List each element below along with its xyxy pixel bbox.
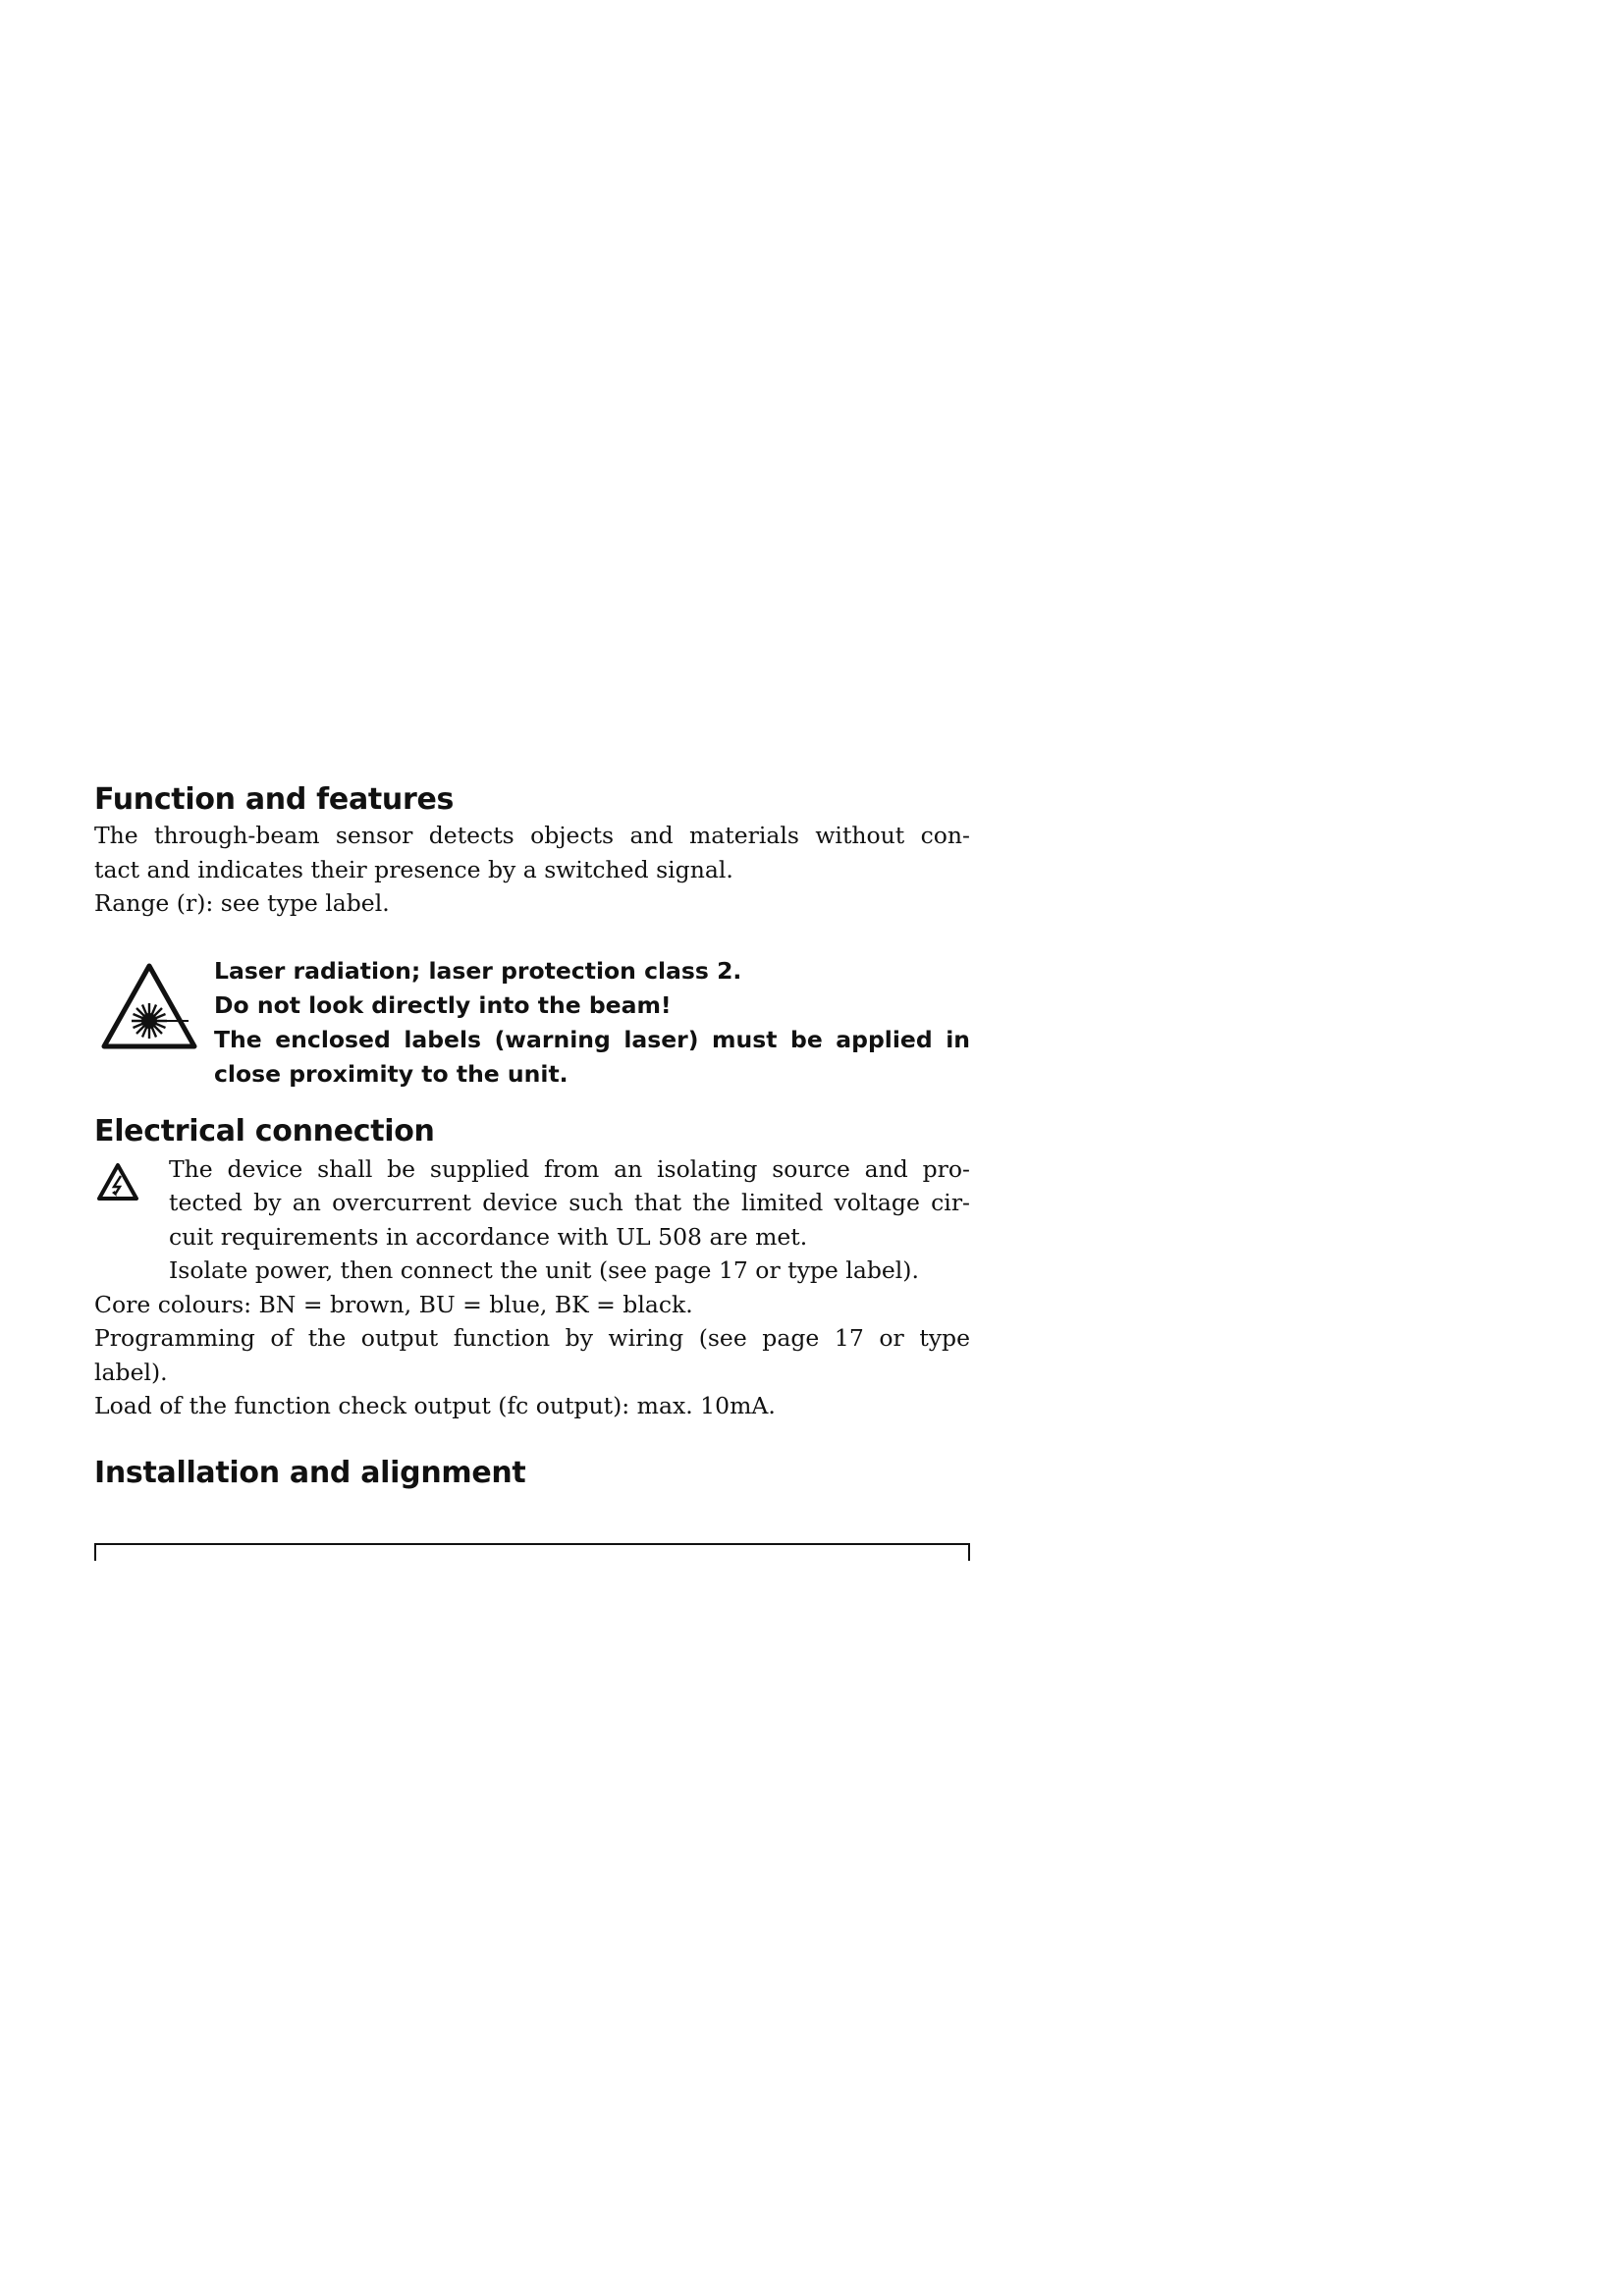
function-line-3: Range (r): see type label. (94, 889, 390, 917)
laser-line-4: close proximity to the unit. (214, 1059, 568, 1088)
installation-figure-frame (94, 1543, 970, 1561)
programming-line: Programming of the output function by wiring (see page 17 or type (94, 1324, 970, 1352)
function-paragraph (94, 819, 970, 921)
electrical-paragraph (94, 1288, 970, 1423)
electrical-heading: Electrical connection (94, 1113, 435, 1148)
electrical-line-2: tected by an overcurrent device such that the limited voltage cir- (169, 1189, 970, 1216)
installation-heading: Installation and alignment (94, 1455, 526, 1490)
electrical-indented-paragraph (169, 1152, 970, 1288)
laser-line-2: Do not look directly into the beam! (214, 990, 672, 1019)
laser-warning-icon (100, 962, 198, 1052)
electrical-line-4: Isolate power, then connect the unit (see page 17 or type label). (169, 1256, 919, 1284)
electric-shock-warning-icon (96, 1162, 139, 1201)
function-line-2: tact and indicates their presence by a switched signal. (94, 855, 733, 883)
fc-output-load-line: Load of the function check output (fc output): max. 10mA. (94, 1392, 776, 1419)
programming-line-cont: label). (94, 1358, 168, 1386)
laser-warning-block (94, 954, 970, 1092)
document-content (94, 781, 970, 1492)
laser-warning-text (214, 954, 970, 1092)
core-colours-line: Core colours: BN = brown, BU = blue, BK = black. (94, 1290, 693, 1318)
function-heading: Function and features (94, 782, 455, 817)
laser-line-3: The enclosed labels (warning laser) must be applied in (214, 1025, 970, 1053)
electrical-line-3: cuit requirements in accordance with UL 508 are met. (169, 1222, 808, 1251)
function-line-1: The through-beam sensor detects objects and materials without con- (94, 822, 970, 849)
laser-line-1: Laser radiation; laser protection class 2. (214, 956, 742, 985)
electrical-line-1: The device shall be supplied from an isolating source and pro- (169, 1154, 970, 1183)
electrical-block (94, 1152, 970, 1423)
